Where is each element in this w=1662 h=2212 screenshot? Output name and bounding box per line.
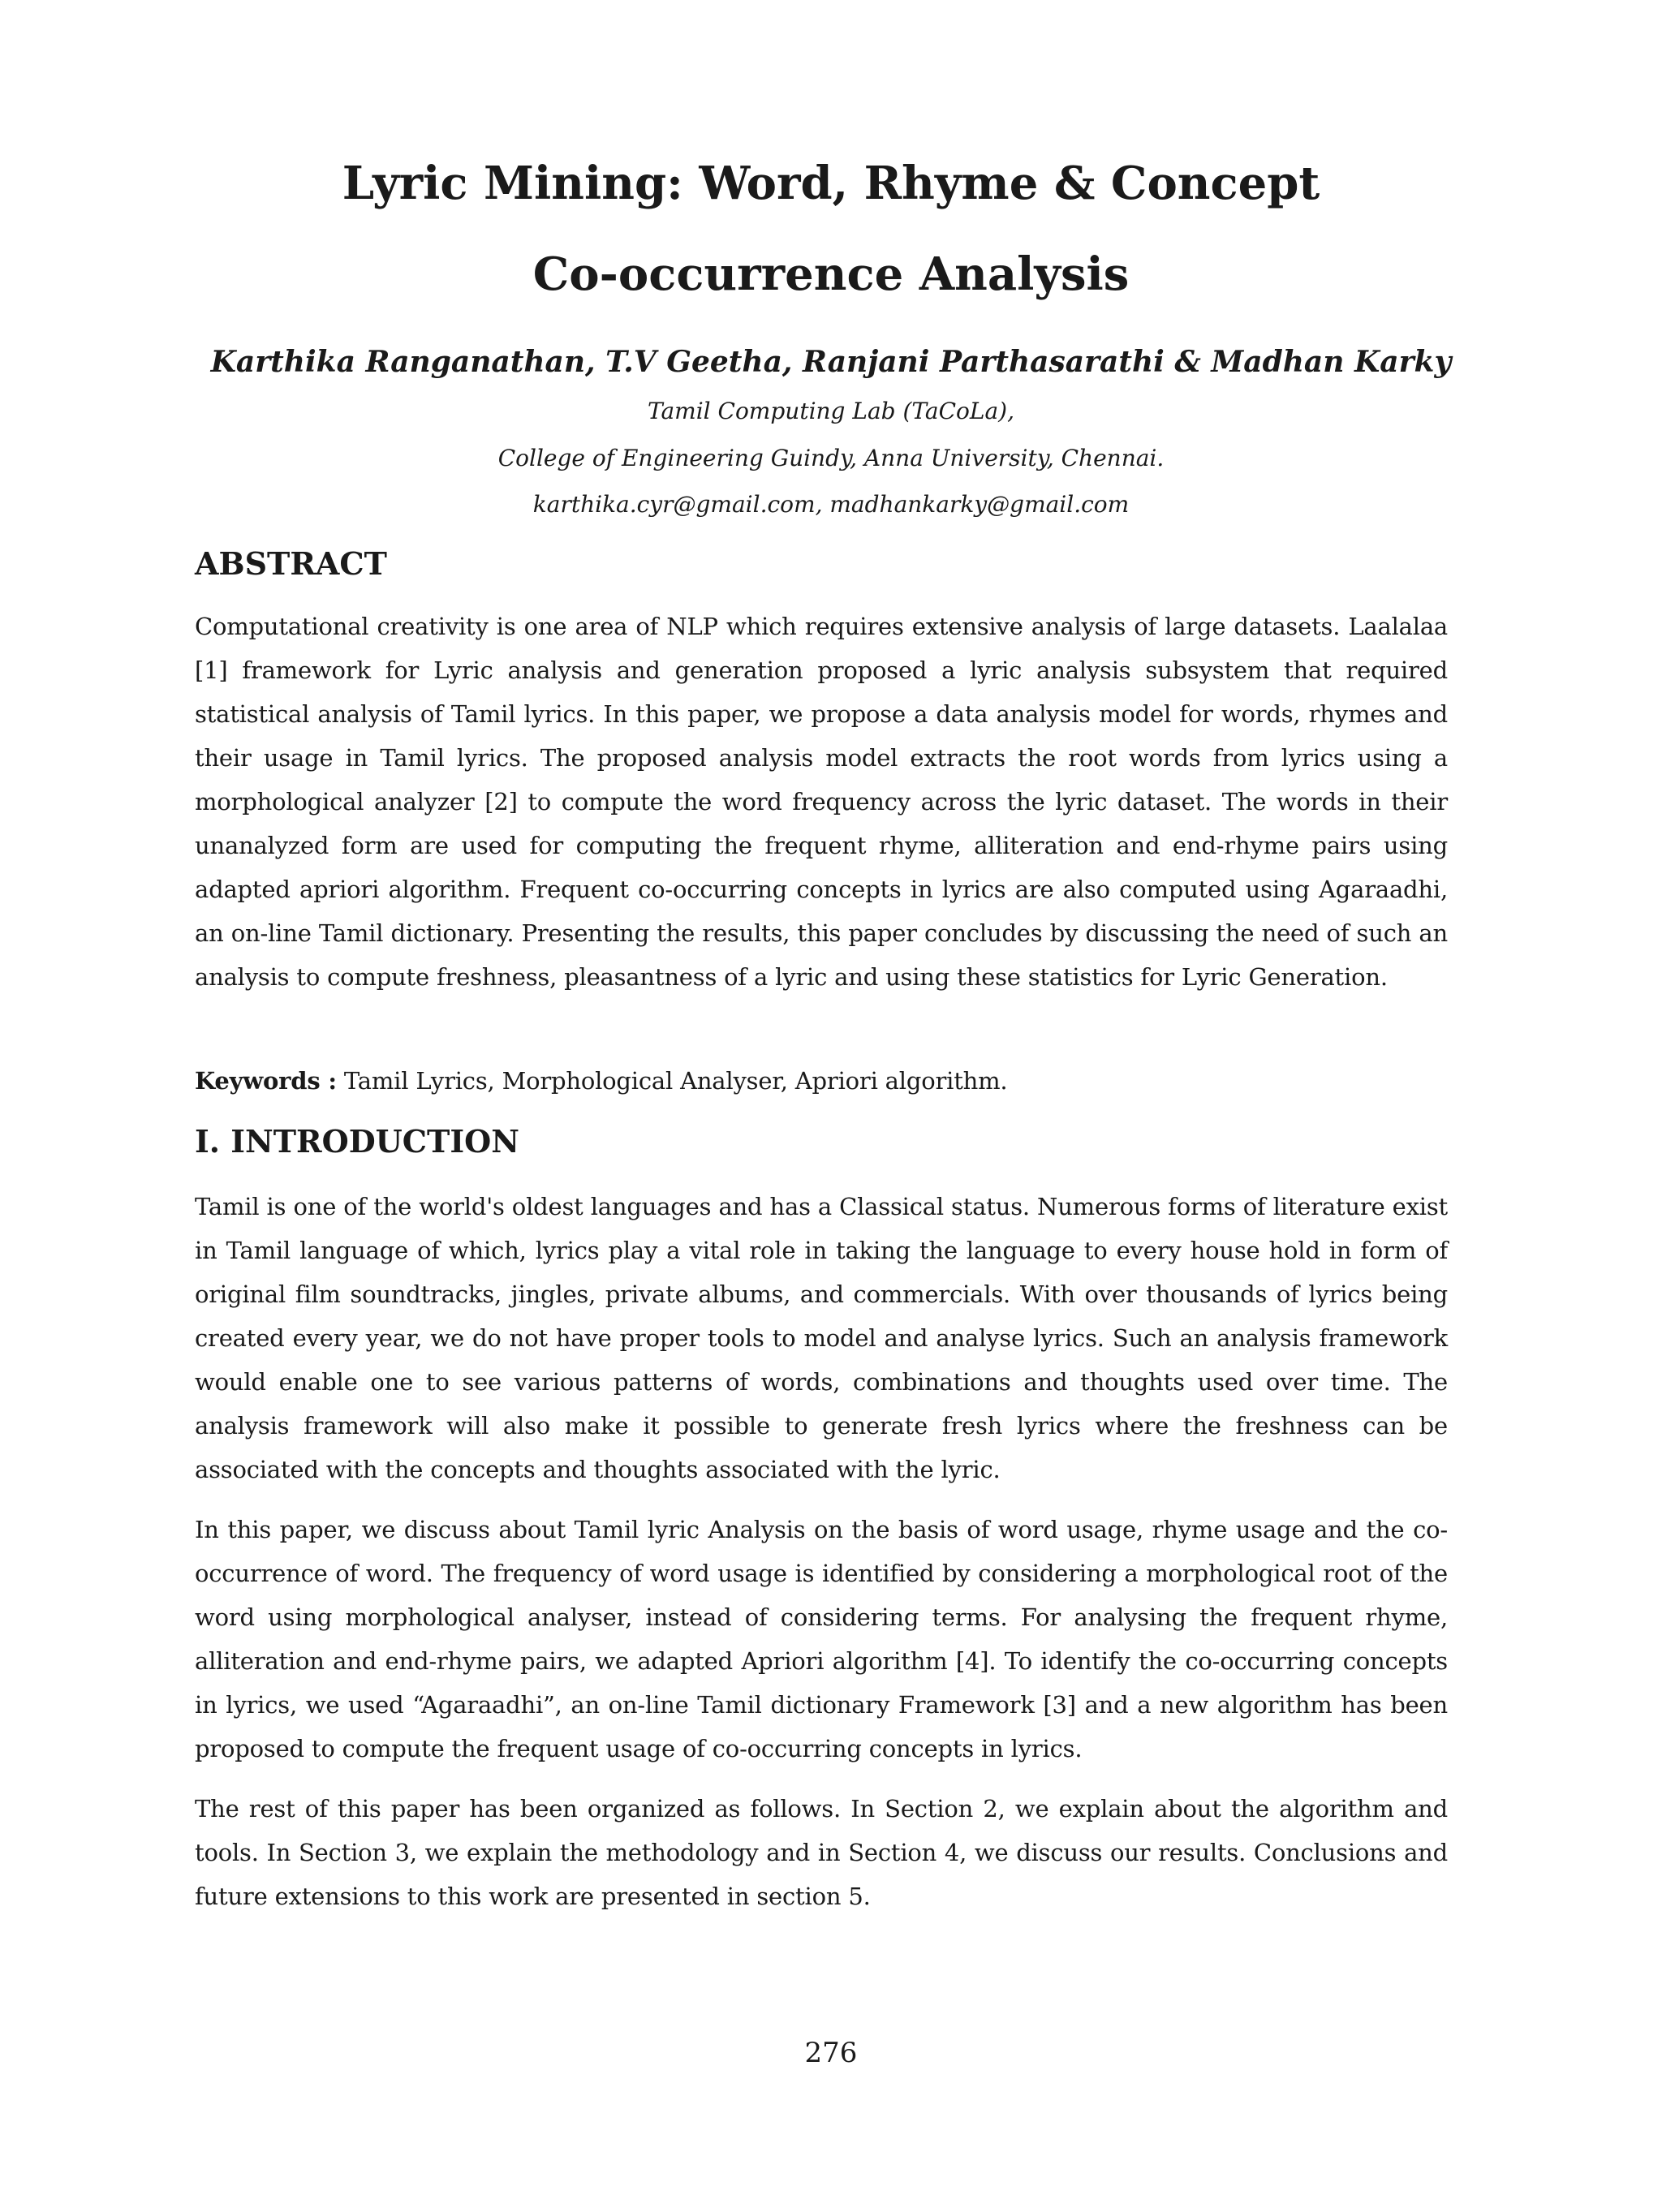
affiliation-lab: Tamil Computing Lab (TaCoLa), — [647, 398, 1015, 424]
abstract-text: Computational creativity is one area of NLP which requires extensive analysis of large datasets. Laalalaa [1] framework for Lyric analysis and generation proposed a lyric analysis subsystem that required statistical analysis of Tamil lyrics. In this paper, we propose a data analysis model for words, rhymes and their usage in Tamil lyrics. The proposed analysis model extracts the root words from lyrics using a morphological analyzer [2] to compute the word frequency across the lyric dataset. The words in their unanalyzed form are used for computing the frequent rhyme, alliteration and end-rhyme pairs using adapted apriori algorithm. Frequent co-occurring concepts in lyrics are also computed using Agaraadhi, an on-line Tamil dictionary. Presenting the results, this paper concludes by discussing the need of such an analysis to compute freshness, pleasantness of a lyric and using these statistics for Lyric Generation. — [195, 613, 1448, 991]
page-number: 276 — [804, 2037, 858, 2069]
keywords-text: Tamil Lyrics, Morphological Analyser, Apriori algorithm. — [336, 1067, 1008, 1095]
keywords-line — [195, 1059, 1448, 1103]
paper-title-line-1: Lyric Mining: Word, Rhyme & Concept — [342, 157, 1320, 210]
introduction-paragraph: Tamil is one of the world's oldest languages and has a Classical status. Numerous forms of literature exist in Tamil language of which, lyrics play a vital role in taking the language to every house hold in form of original film soundtracks, jingles, private albums, and commercials. With over thousands of lyrics being created every year, we do not have proper tools to model and analyse lyrics. Such an analysis framework would enable one to see various patterns of words, combinations and thoughts used over time. The analysis framework will also make it possible to generate fresh lyrics where the freshness can be associated with the concepts and thoughts associated with the lyric. — [195, 1193, 1448, 1483]
affiliation-institution: College of Engineering Guindy, Anna University, Chennai. — [497, 445, 1165, 471]
paper-title-line-2: Co-occurrence Analysis — [532, 247, 1130, 301]
keywords-label: Keywords : — [195, 1067, 337, 1095]
introduction-paragraph: In this paper, we discuss about Tamil lyric Analysis on the basis of word usage, rhyme usage and the co-occurrence of word. The frequency of word usage is identified by considering a morphological root of the word using morphological analyser, instead of considering terms. For analysing the frequent rhyme, alliteration and end-rhyme pairs, we adapted Apriori algorithm [4]. To identify the co-occurring concepts in lyrics, we used “Agaraadhi”, an on-line Tamil dictionary Framework [3] and a new algorithm has been proposed to compute the frequent usage of co-occurring concepts in lyrics. — [195, 1516, 1448, 1762]
author-emails: karthika.cyr@gmail.com, madhankarky@gmail.com — [532, 491, 1130, 518]
abstract-heading: ABSTRACT — [195, 545, 387, 582]
introduction-paragraph: The rest of this paper has been organized as follows. In Section 2, we explain about the algorithm and tools. In Section 3, we explain the methodology and in Section 4, we discuss our results. Conclusions and future extensions to this work are presented in section 5. — [195, 1795, 1448, 1910]
introduction-heading: I. INTRODUCTION — [195, 1123, 519, 1160]
author-list: Karthika Ranganathan, T.V Geetha, Ranjani Parthasarathi & Madhan Karky — [210, 345, 1452, 379]
